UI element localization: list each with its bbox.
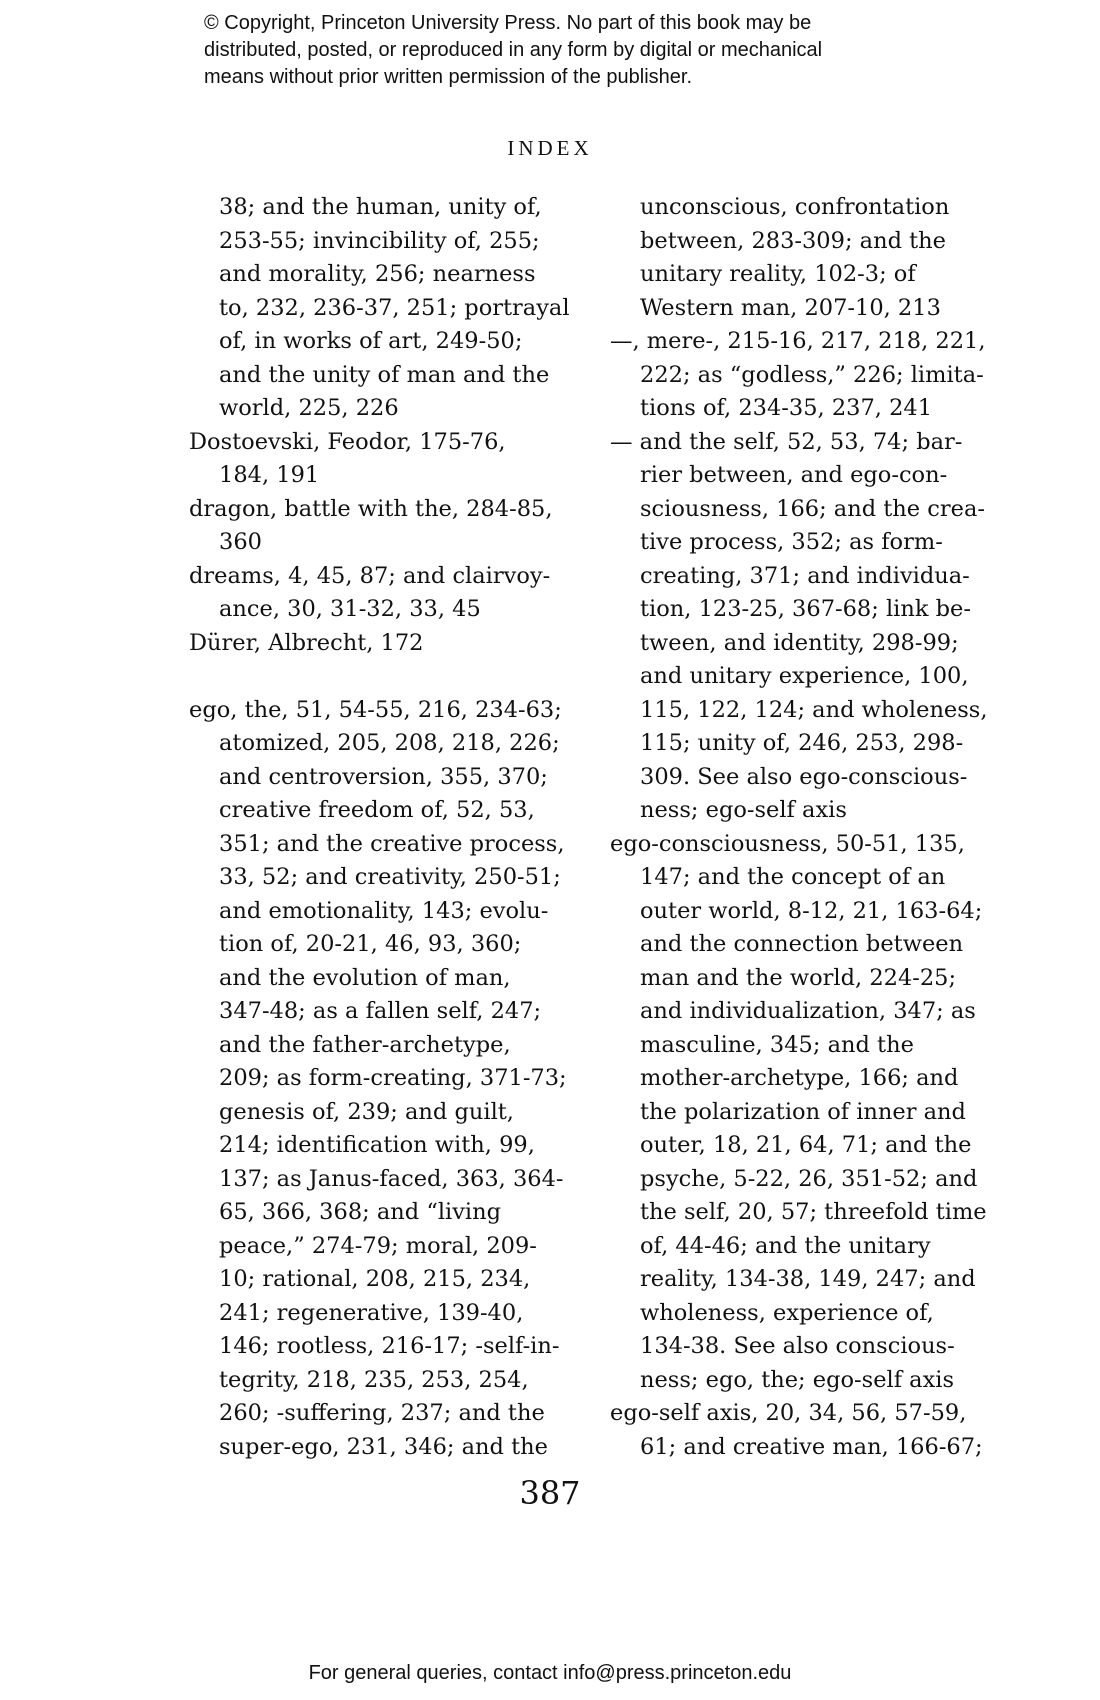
index-entry: dragon, battle with the, 284-85, xyxy=(189,495,553,522)
index-entry-continuation: 10; rational, 208, 215, 234, xyxy=(219,1266,531,1292)
index-entry-continuation: 115; unity of, 246, 253, 298- xyxy=(640,730,964,756)
copyright-line: © Copyright, Princeton University Press. No part of this book may be xyxy=(204,12,812,34)
index-column-left xyxy=(189,191,589,1464)
index-entry-continuation: tegrity, 218, 235, 253, 254, xyxy=(219,1366,529,1393)
index-entry-continuation: 61; and creative man, 166-67; xyxy=(640,1433,983,1460)
index-column-right xyxy=(610,191,1010,1464)
index-entry-continuation: man and the world, 224-25; xyxy=(640,964,957,991)
index-entry: ego-self axis, 20, 34, 56, 57-59, xyxy=(610,1400,967,1426)
index-entry-continuation: tween, and identity, 298-99; xyxy=(640,629,959,656)
index-entry: —, mere-, 215-16, 217, 218, 221, xyxy=(610,328,986,354)
index-entry-continuation: ance, 30, 31-32, 33, 45 xyxy=(219,596,481,622)
index-entry-continuation: peace,” 274-79; moral, 209- xyxy=(219,1232,537,1259)
index-entry-continuation: mother-archetype, 166; and xyxy=(640,1065,959,1091)
index-entry-continuation: wholeness, experience of, xyxy=(640,1299,934,1326)
index-entry-continuation: 253-55; invincibility of, 255; xyxy=(219,227,540,254)
index-entry-continuation: 214; identification with, 99, xyxy=(219,1132,535,1158)
index-entry: Dürer, Albrecht, 172 xyxy=(189,629,424,656)
index-entry: ego, the, 51, 54-55, 216, 234-63; xyxy=(189,696,562,723)
entry-gap xyxy=(189,660,589,694)
page-number: 387 xyxy=(519,1474,581,1512)
index-entry-continuation: 241; regenerative, 139-40, xyxy=(219,1299,524,1326)
index-entry-continuation: 260; -suffering, 237; and the xyxy=(219,1400,545,1426)
index-entry-continuation: creating, 371; and individua- xyxy=(640,562,970,589)
index-entry-continuation: and the father-archetype, xyxy=(219,1031,511,1058)
index-entry-continuation: and the evolution of man, xyxy=(219,964,511,991)
index-entry-continuation: 33, 52; and creativity, 250-51; xyxy=(219,864,561,890)
index-entry-continuation: of, 44-46; and the unitary xyxy=(640,1232,931,1259)
index-entry-continuation: between, 283-309; and the xyxy=(640,227,946,254)
index-entry-continuation: super-ego, 231, 346; and the xyxy=(219,1433,548,1460)
index-entry-continuation: 147; and the concept of an xyxy=(640,864,946,890)
index-entry-continuation: of, in works of art, 249-50; xyxy=(219,328,523,354)
index-entry-continuation: and the unity of man and the xyxy=(219,361,550,388)
index-entry-continuation: tion, 123-25, 367-68; link be- xyxy=(640,596,971,622)
index-entry-continuation: and individualization, 347; as xyxy=(640,998,976,1024)
index-entry-continuation: the polarization of inner and xyxy=(640,1098,966,1125)
index-entry-continuation: masculine, 345; and the xyxy=(640,1031,914,1058)
index-entry-continuation: 351; and the creative process, xyxy=(219,830,565,857)
index-entry-continuation: unconscious, confrontation xyxy=(640,194,950,220)
index-entry-continuation: rier between, and ego-con- xyxy=(640,462,948,488)
index-entry-continuation: ness; ego-self axis xyxy=(640,797,847,823)
copyright-line: means without prior written permission of the publisher. xyxy=(204,66,693,88)
index-entry-continuation: 184, 191 xyxy=(219,462,320,488)
index-entry-continuation: 222; as “godless,” 226; limita- xyxy=(640,361,984,388)
index-entry-continuation: and morality, 256; nearness xyxy=(219,261,536,287)
index-entry-continuation: 309. See also ego-conscious- xyxy=(640,763,968,790)
index-entry-continuation: psyche, 5-22, 26, 351-52; and xyxy=(640,1165,978,1192)
index-heading: INDEX xyxy=(507,136,593,160)
index-entry-continuation: genesis of, 239; and guilt, xyxy=(219,1098,514,1125)
index-entry: dreams, 4, 45, 87; and clairvoy- xyxy=(189,562,551,589)
index-entry-continuation: tions of, 234-35, 237, 241 xyxy=(640,395,933,421)
index-entry-continuation: 347-48; as a fallen self, 247; xyxy=(219,998,542,1024)
index-entry-continuation: world, 225, 226 xyxy=(219,395,399,421)
index-entry-continuation: 360 xyxy=(219,529,262,555)
index-entry-continuation: and emotionality, 143; evolu- xyxy=(219,897,549,924)
index-entry-continuation: the self, 20, 57; threefold time xyxy=(640,1199,987,1225)
index-entry-continuation: 38; and the human, unity of, xyxy=(219,194,542,220)
index-entry: — and the self, 52, 53, 74; bar- xyxy=(610,428,963,455)
footer-contact: For general queries, contact info@press.princeton.edu xyxy=(308,1662,792,1684)
index-entry-continuation: creative freedom of, 52, 53, xyxy=(219,797,535,823)
index-entry-continuation: outer, 18, 21, 64, 71; and the xyxy=(640,1132,972,1158)
index-entry-continuation: and unitary experience, 100, xyxy=(640,663,969,689)
index-entry-continuation: 65, 366, 368; and “living xyxy=(219,1199,502,1225)
index-entry-continuation: atomized, 205, 208, 218, 226; xyxy=(219,730,560,756)
index-entry-continuation: to, 232, 236-37, 251; portrayal xyxy=(219,294,570,321)
index-entry-continuation: and centroversion, 355, 370; xyxy=(219,763,548,790)
index-entry-continuation: 115, 122, 124; and wholeness, xyxy=(640,696,988,723)
index-entry-continuation: tive process, 352; as form- xyxy=(640,529,943,555)
index-entry-continuation: reality, 134-38, 149, 247; and xyxy=(640,1266,976,1292)
copyright-notice xyxy=(204,10,964,91)
index-entry-continuation: 137; as Janus-faced, 363, 364- xyxy=(219,1165,564,1192)
index-entry: ego-consciousness, 50-51, 135, xyxy=(610,830,965,857)
index-entry: Dostoevski, Feodor, 175-76, xyxy=(189,428,506,455)
index-entry-continuation: 146; rootless, 216-17; -self-in- xyxy=(219,1333,560,1359)
index-entry-continuation: ness; ego, the; ego-self axis xyxy=(640,1366,955,1393)
index-entry-continuation: and the connection between xyxy=(640,931,964,957)
index-entry-continuation: 134-38. See also conscious- xyxy=(640,1333,955,1359)
index-entry-continuation: tion of, 20-21, 46, 93, 360; xyxy=(219,931,522,957)
index-entry-continuation: outer world, 8-12, 21, 163-64; xyxy=(640,897,983,924)
index-entry-continuation: Western man, 207-10, 213 xyxy=(640,294,941,321)
index-entry-continuation: 209; as form-creating, 371-73; xyxy=(219,1065,567,1091)
index-entry-continuation: unitary reality, 102-3; of xyxy=(640,261,916,287)
index-entry-continuation: sciousness, 166; and the crea- xyxy=(640,495,985,522)
copyright-line: distributed, posted, or reproduced in any form by digital or mechanical xyxy=(204,39,823,61)
